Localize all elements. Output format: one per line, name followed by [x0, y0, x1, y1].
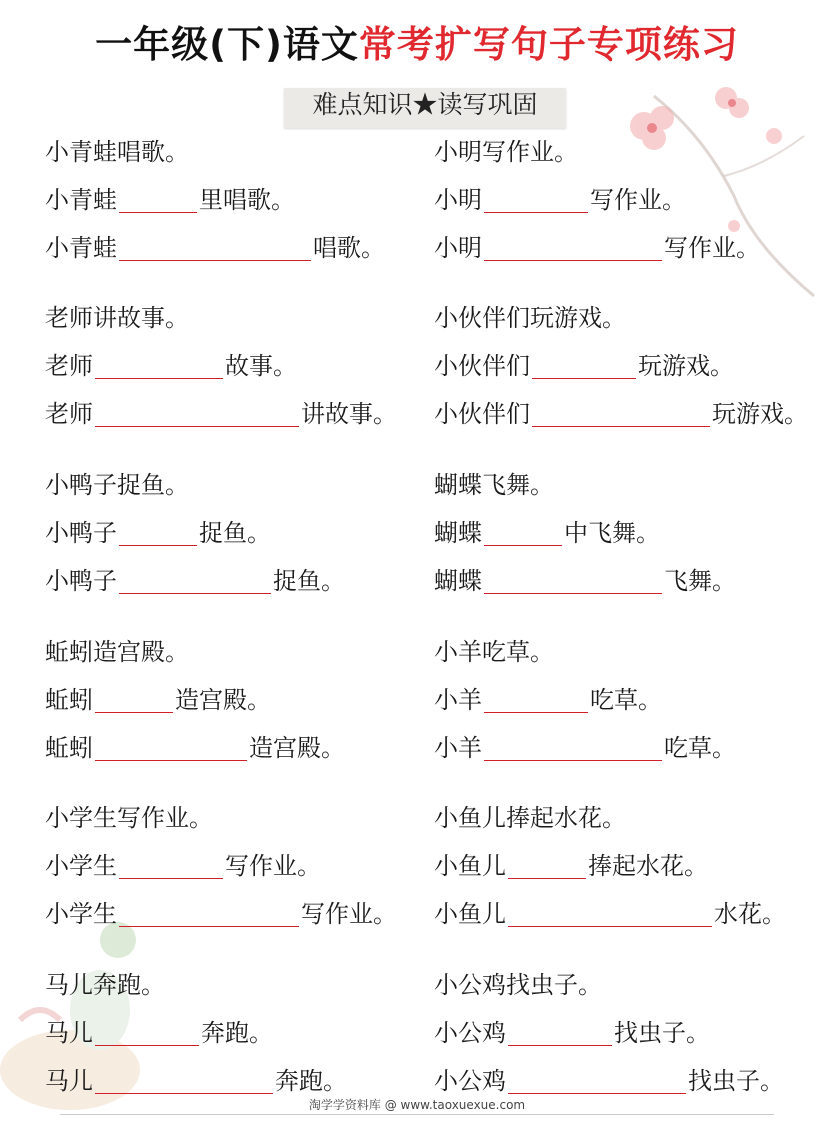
expand-line-short [434, 351, 734, 381]
answer-blank[interactable] [484, 190, 588, 213]
expand-line-short [45, 1018, 273, 1048]
expand-line-long [45, 399, 397, 429]
answer-blank[interactable] [532, 356, 636, 379]
sentence-predicate: 唱歌。 [313, 234, 385, 262]
sentence-subject: 小学生 [45, 900, 117, 928]
sentence-subject: 小羊 [434, 734, 482, 762]
sentence-predicate: 奔跑。 [201, 1019, 273, 1047]
sentence-predicate: 玩游戏。 [638, 352, 734, 380]
sentence-predicate: 里唱歌。 [199, 186, 295, 214]
sentence-subject: 小伙伴们 [434, 400, 530, 428]
sentence-subject: 老师 [45, 400, 93, 428]
answer-blank[interactable] [484, 571, 662, 594]
answer-blank[interactable] [119, 856, 223, 879]
answer-blank[interactable] [508, 1071, 686, 1094]
sentence-subject: 小公鸡 [434, 1067, 506, 1095]
expand-line-short [434, 185, 686, 215]
sentence-subject: 蚯蚓 [45, 686, 93, 714]
expand-line-short [434, 518, 660, 548]
answer-blank[interactable] [95, 356, 223, 379]
sentence-text: 小明写作业。 [434, 138, 578, 166]
answer-blank[interactable] [95, 404, 299, 427]
sentence-text: 小伙伴们玩游戏。 [434, 304, 626, 332]
original-sentence [434, 470, 554, 500]
answer-blank[interactable] [95, 738, 247, 761]
answer-blank[interactable] [484, 690, 588, 713]
expand-line-short [45, 518, 271, 548]
expand-line-long [45, 233, 385, 263]
answer-blank[interactable] [119, 523, 197, 546]
expand-line-long [45, 899, 397, 929]
answer-blank[interactable] [508, 1023, 612, 1046]
sentence-subject: 小伙伴们 [434, 352, 530, 380]
answer-blank[interactable] [95, 1023, 199, 1046]
footer-credit: 淘学学资料库 @ www.taoxuexue.com [308, 1098, 526, 1112]
sentence-predicate: 写作业。 [664, 234, 760, 262]
expand-line-long [45, 1066, 347, 1096]
expand-line-short [45, 185, 295, 215]
sentence-text: 小鱼儿捧起水花。 [434, 804, 626, 832]
sentence-predicate: 捉鱼。 [273, 567, 345, 595]
sentence-predicate: 故事。 [225, 352, 297, 380]
sentence-text: 小羊吃草。 [434, 638, 554, 666]
answer-blank[interactable] [119, 190, 197, 213]
sentence-text: 小公鸡找虫子。 [434, 971, 602, 999]
sentence-predicate: 捧起水花。 [588, 852, 708, 880]
sentence-subject: 小学生 [45, 852, 117, 880]
sentence-subject: 马儿 [45, 1067, 93, 1095]
expand-line-short [434, 851, 708, 881]
expand-line-long [434, 399, 808, 429]
original-sentence [434, 137, 578, 167]
sentence-predicate: 玩游戏。 [712, 400, 808, 428]
sentence-subject: 小鱼儿 [434, 852, 506, 880]
original-sentence [45, 303, 189, 333]
sentence-subject: 小羊 [434, 686, 482, 714]
expand-line-short [45, 685, 271, 715]
sentence-subject: 蝴蝶 [434, 519, 482, 547]
sentence-subject: 小明 [434, 234, 482, 262]
title-part-topic: 常考扩写句子专项练习 [358, 23, 739, 66]
sentence-predicate: 吃草。 [664, 734, 736, 762]
expand-line-short [45, 351, 297, 381]
footer-divider [60, 1114, 774, 1115]
sentence-subject: 小青蛙 [45, 186, 117, 214]
sentence-predicate: 找虫子。 [614, 1019, 710, 1047]
sentence-predicate: 飞舞。 [664, 567, 736, 595]
answer-blank[interactable] [119, 571, 271, 594]
answer-blank[interactable] [119, 238, 311, 261]
answer-blank[interactable] [95, 690, 173, 713]
sentence-predicate: 讲故事。 [301, 400, 397, 428]
sentence-predicate: 捉鱼。 [199, 519, 271, 547]
sentence-subject: 小鸭子 [45, 567, 117, 595]
expand-line-short [434, 1018, 710, 1048]
original-sentence [45, 970, 165, 1000]
answer-blank[interactable] [95, 1071, 273, 1094]
expand-line-long [434, 733, 736, 763]
expand-line-long [45, 733, 345, 763]
original-sentence [45, 470, 189, 500]
sentence-text: 小青蛙唱歌。 [45, 138, 189, 166]
answer-blank[interactable] [532, 404, 710, 427]
sentence-text: 马儿奔跑。 [45, 971, 165, 999]
sentence-text: 蚯蚓造宫殿。 [45, 638, 189, 666]
sentence-predicate: 找虫子。 [688, 1067, 784, 1095]
answer-blank[interactable] [119, 904, 299, 927]
original-sentence [434, 303, 626, 333]
answer-blank[interactable] [484, 523, 562, 546]
sentence-subject: 蚯蚓 [45, 734, 93, 762]
original-sentence [434, 970, 602, 1000]
banner-text: 难点知识★读写巩固 [312, 90, 538, 119]
answer-blank[interactable] [508, 856, 586, 879]
sentence-subject: 小青蛙 [45, 234, 117, 262]
expand-line-long [434, 899, 786, 929]
expand-line-long [434, 233, 760, 263]
sentence-text: 老师讲故事。 [45, 304, 189, 332]
sentence-subject: 小鸭子 [45, 519, 117, 547]
original-sentence [434, 803, 626, 833]
answer-blank[interactable] [484, 238, 662, 261]
original-sentence [45, 637, 189, 667]
sentence-predicate: 奔跑。 [275, 1067, 347, 1095]
sentence-subject: 老师 [45, 352, 93, 380]
section-banner [284, 88, 566, 128]
sentence-subject: 蝴蝶 [434, 567, 482, 595]
sentence-text: 小学生写作业。 [45, 804, 213, 832]
sentence-text: 蝴蝶飞舞。 [434, 471, 554, 499]
sentence-predicate: 写作业。 [225, 852, 321, 880]
expand-line-short [45, 851, 321, 881]
answer-blank[interactable] [484, 738, 662, 761]
sentence-predicate: 吃草。 [590, 686, 662, 714]
original-sentence [45, 803, 213, 833]
sentence-subject: 小明 [434, 186, 482, 214]
sentence-predicate: 水花。 [714, 900, 786, 928]
original-sentence [45, 137, 189, 167]
sentence-predicate: 造宫殿。 [249, 734, 345, 762]
sentence-predicate: 写作业。 [590, 186, 686, 214]
page-title [0, 14, 834, 68]
sentence-predicate: 写作业。 [301, 900, 397, 928]
sentence-subject: 小鱼儿 [434, 900, 506, 928]
sentence-text: 小鸭子捉鱼。 [45, 471, 189, 499]
title-part-grade: 一年级(下)语文 [95, 23, 359, 66]
expand-line-long [45, 566, 345, 596]
sentence-subject: 马儿 [45, 1019, 93, 1047]
sentence-subject: 小公鸡 [434, 1019, 506, 1047]
original-sentence [434, 637, 554, 667]
sentence-predicate: 中飞舞。 [564, 519, 660, 547]
expand-line-short [434, 685, 662, 715]
expand-line-long [434, 566, 736, 596]
sentence-predicate: 造宫殿。 [175, 686, 271, 714]
answer-blank[interactable] [508, 904, 712, 927]
expand-line-long [434, 1066, 784, 1096]
